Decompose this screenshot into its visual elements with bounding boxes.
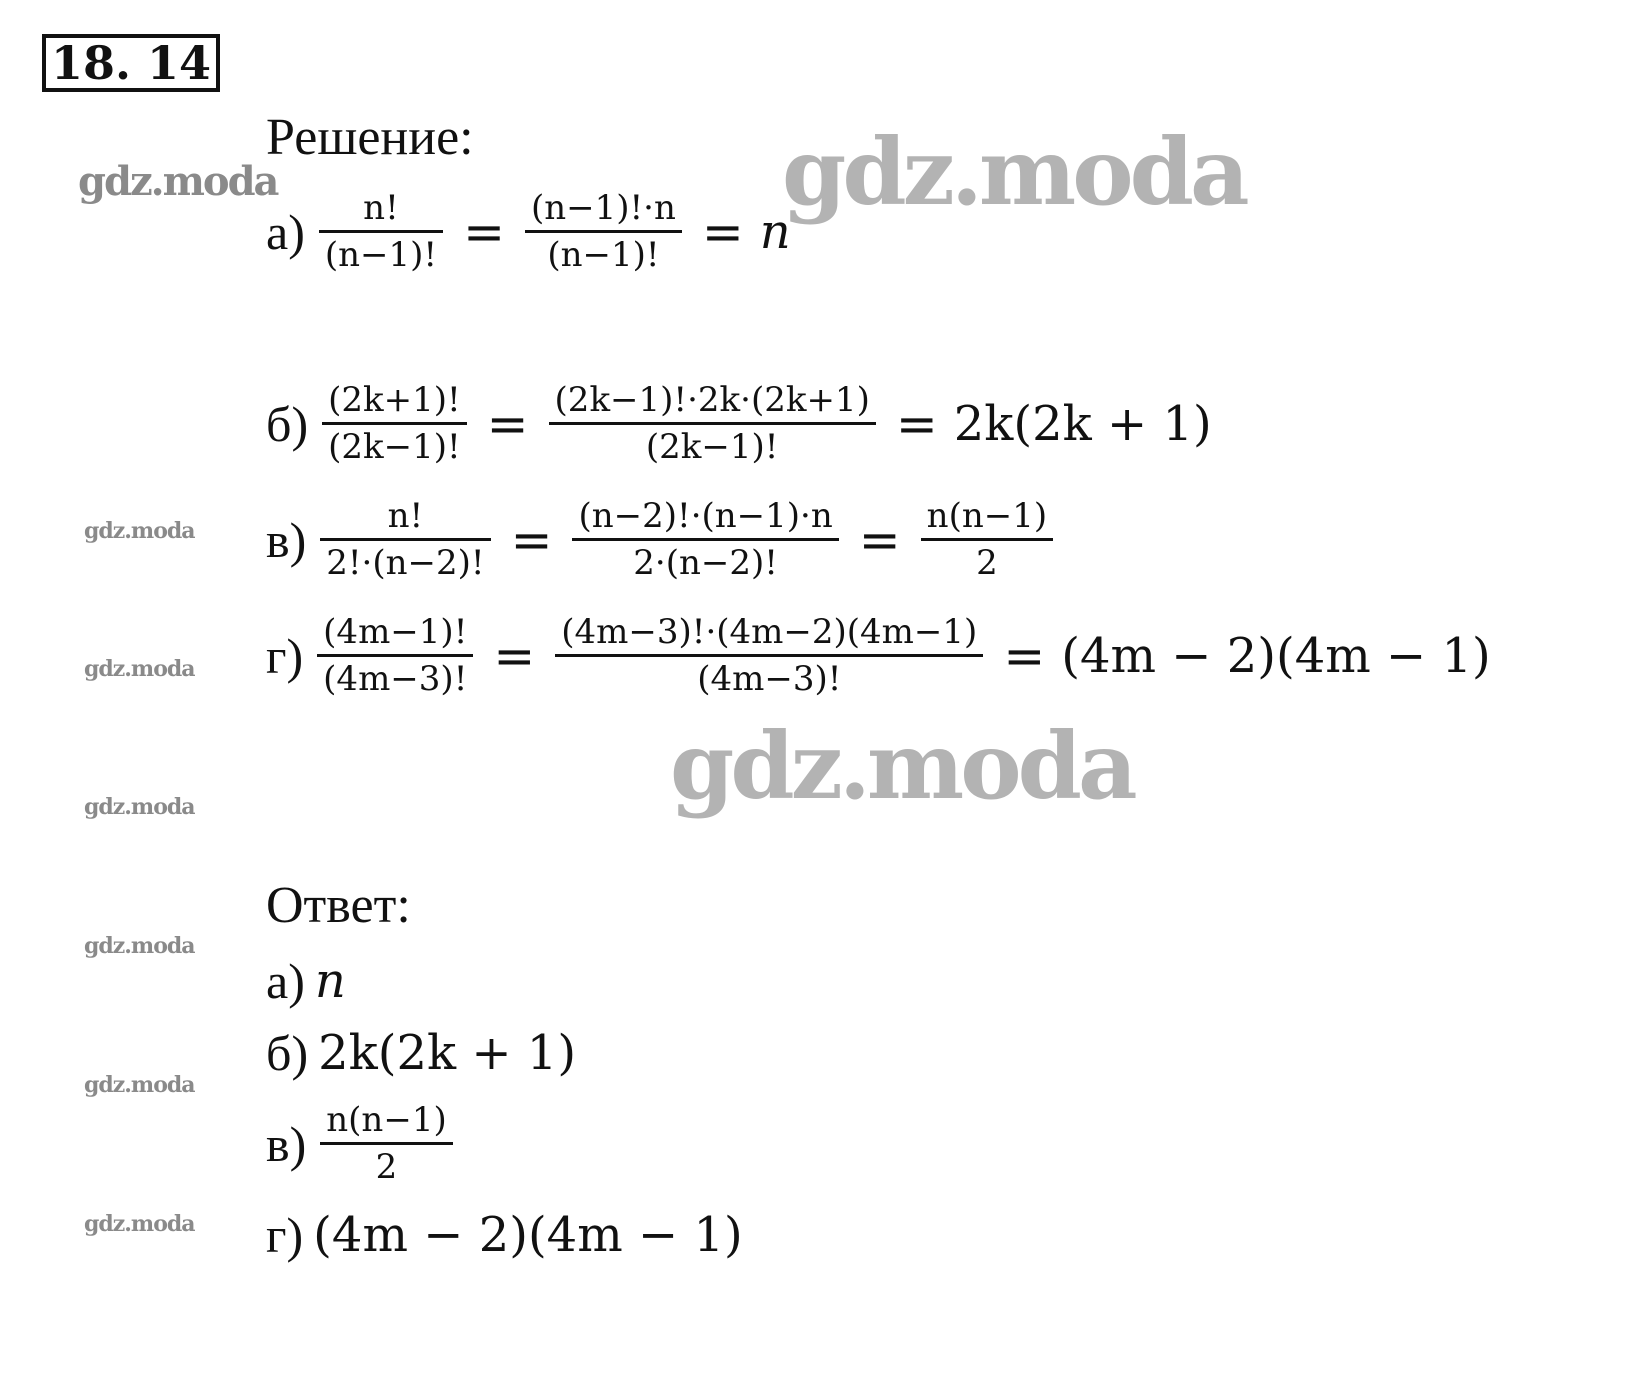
part-label: б) xyxy=(266,395,309,452)
answer-value: 2k(2k + 1) xyxy=(318,1025,577,1081)
answer-label: в) xyxy=(266,1115,307,1172)
denominator: 2 xyxy=(375,1147,398,1187)
fraction xyxy=(525,186,682,277)
fraction xyxy=(921,494,1053,585)
numerator: (4m−1)! xyxy=(323,612,468,652)
watermark: gdz.moda xyxy=(670,712,1134,820)
denominator: 2 xyxy=(976,543,998,583)
equals-sign: = xyxy=(858,510,901,569)
part-label: в) xyxy=(266,511,307,568)
equals-sign: = xyxy=(701,202,744,261)
denominator: (n−1)! xyxy=(547,235,660,275)
fraction xyxy=(322,378,467,469)
numerator: n! xyxy=(363,188,399,228)
numerator: n(n−1) xyxy=(926,496,1048,536)
fraction xyxy=(555,610,983,701)
fraction xyxy=(317,610,473,701)
answer-a xyxy=(266,952,346,1010)
denominator: (n−1)! xyxy=(324,235,438,275)
solution-part-c xyxy=(266,494,1057,585)
numerator: (n−1)!·n xyxy=(530,188,676,228)
solution-heading: Решение: xyxy=(266,109,474,166)
part-label: а) xyxy=(266,203,305,260)
denominator: 2·(n−2)! xyxy=(633,543,778,583)
equals-sign: = xyxy=(463,202,505,261)
equals-sign: = xyxy=(493,626,536,685)
watermark: gdz.moda xyxy=(84,518,195,544)
numerator: (2k−1)!·2k·(2k+1) xyxy=(554,380,870,420)
watermark: gdz.moda xyxy=(782,118,1246,226)
answer-label: г) xyxy=(266,1207,304,1263)
watermark: gdz.moda xyxy=(84,1072,195,1098)
answer-label: б) xyxy=(266,1025,309,1081)
answer-label: а) xyxy=(266,953,305,1009)
equals-sign: = xyxy=(1003,626,1046,685)
fraction xyxy=(549,378,876,469)
answer-heading: Ответ: xyxy=(266,877,411,934)
numerator: (2k+1)! xyxy=(328,380,461,420)
result: (4m − 2)(4m − 1) xyxy=(1061,627,1491,684)
watermark: gdz.moda xyxy=(84,794,195,820)
answer-value: n xyxy=(314,953,346,1009)
watermark: gdz.moda xyxy=(84,1211,195,1237)
fraction xyxy=(572,494,838,585)
solution-part-d xyxy=(266,610,1491,701)
numerator: n! xyxy=(387,496,424,536)
answer-c xyxy=(266,1098,457,1189)
result: 2k(2k + 1) xyxy=(953,395,1212,452)
denominator: (2k−1)! xyxy=(645,427,779,467)
equals-sign: = xyxy=(486,394,529,453)
task-number: 18. 14 xyxy=(42,34,220,92)
fraction xyxy=(319,186,443,277)
solution-part-a xyxy=(266,186,791,277)
answer-value: (4m − 2)(4m − 1) xyxy=(313,1207,743,1263)
numerator: n(n−1) xyxy=(326,1100,447,1140)
denominator: (2k−1)! xyxy=(328,427,461,467)
solution-part-b xyxy=(266,378,1212,469)
numerator: (4m−3)!·(4m−2)(4m−1) xyxy=(561,612,978,652)
watermark: gdz.moda xyxy=(78,158,278,205)
fraction xyxy=(320,494,490,585)
numerator: (n−2)!·(n−1)·n xyxy=(578,496,833,536)
watermark: gdz.moda xyxy=(84,933,195,959)
denominator: (4m−3)! xyxy=(697,659,842,699)
watermark: gdz.moda xyxy=(84,656,195,682)
denominator: (4m−3)! xyxy=(323,659,468,699)
fraction xyxy=(320,1098,452,1189)
part-label: г) xyxy=(266,627,304,684)
equals-sign: = xyxy=(895,394,938,453)
denominator: 2!·(n−2)! xyxy=(326,543,485,583)
result: n xyxy=(759,203,791,260)
answer-d xyxy=(266,1206,743,1264)
answer-b xyxy=(266,1024,576,1082)
equals-sign: = xyxy=(510,510,553,569)
